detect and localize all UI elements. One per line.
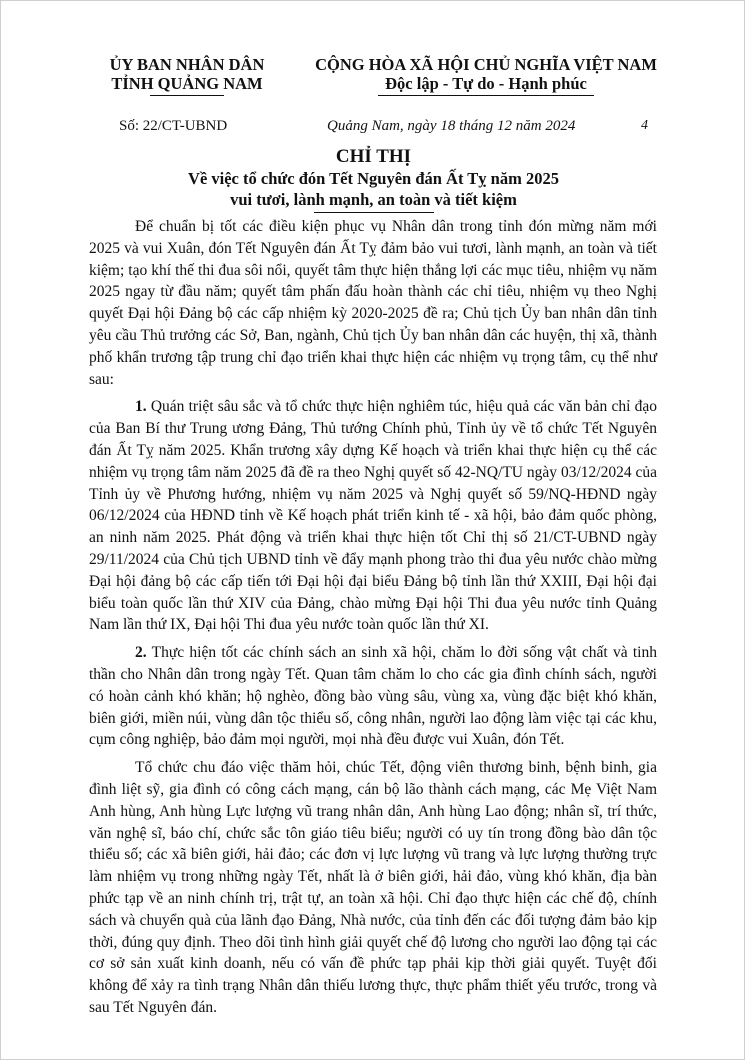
paragraph-item-1 [89,396,657,636]
agency-underline [150,95,224,96]
issuing-agency [97,55,277,96]
item-text-2: Thực hiện tốt các chính sách an sinh xã hội, chăm lo đời sống vật chất và tinh thần cho Nhân dân trong ngày Tết. Quan tâm chăm lo cho các gia đình chính sách, người có hoàn cảnh khó khăn; hộ nghèo, đồng bào vùng sâu, vùng xa, vùng đặc biệt khó khăn, biên giới, miền núi, vùng dân tộc thiểu số, công nhân, người lao động làm việc tại các khu, cụm công nghiệp, bảo đảm mọi người, mọi nhà đều được vui Xuân, đón Tết. [89,644,657,749]
paragraph-intro: Để chuẩn bị tốt các điều kiện phục vụ Nhân dân trong tỉnh đón mừng năm mới 2025 và vui Xuân, đón Tết Nguyên đán Ất Tỵ đảm bảo vui tươi, lành mạnh, an toàn và tiết kiệm; tạo khí thế thi đua sôi nổi, quyết tâm thực hiện thắng lợi các mục tiêu, nhiệm vụ năm 2025 ngay từ đầu năm; quyết tâm phấn đấu hoàn thành các chỉ tiêu, nhiệm vụ theo Nghị quyết Đại hội Đảng bộ các cấp nhiệm kỳ 2020-2025 đề ra; Chủ tịch Ủy ban nhân dân tỉnh yêu cầu Thủ trưởng các Sở, Ban, ngành, Chủ tịch Ủy ban nhân dân các huyện, thị xã, thành phố khẩn trương tập trung chỉ đạo triển khai thực hiện các nhiệm vụ trọng tâm, cụ thể như sau: [89,218,657,388]
motto-underline [378,95,594,96]
document-type: CHỈ THỊ [335,146,412,167]
page-mark: 4 [641,118,648,133]
document-title [1,146,745,213]
paragraph-item-2-continued: Tổ chức chu đáo việc thăm hỏi, chúc Tết, động viên thương binh, bệnh binh, gia đình liệt sỹ, gia đình có công cách mạng, cán bộ lão thành cách mạng, các Mẹ Việt Nam Anh hùng, Anh hùng Lực lượng vũ trang nhân dân, Anh hùng Lao động; nhân sĩ, trí thức, văn nghệ sĩ, báo chí, chức sắc tôn giáo tiêu biểu; người có uy tín trong đồng bào dân tộc thiểu số; các xã biên giới, hải đảo; các đơn vị lực lượng vũ trang và lực lượng thường trực làm nhiệm vụ trong những ngày Tết, nhất là ở biên giới, hải đảo, vùng khó khăn, địa bàn phức tạp về an ninh chính trị, trật tự, an toàn xã hội. Chỉ đạo thực hiện các chế độ, chính sách và chuyển quà của lãnh đạo Đảng, Nhà nước, của tỉnh đến các đối tượng đảm bảo kịp thời, đúng quy định. Theo dõi tình hình giải quyết chế độ lương cho người lao động tại các cơ sở sản xuất kinh doanh, nếu có vấn đề phức tạp phải kịp thời giải quyết. Tuyệt đối không để xảy ra tình trạng Nhân dân thiếu lương thực, thực phẩm thiết yếu trước, trong và sau Tết Nguyên đán. [89,759,657,1016]
title-line-2: vui tươi, lành mạnh, an toàn và tiết kiệm [230,190,517,209]
document-body [89,216,657,1025]
issue-date: Quảng Nam, ngày 18 tháng 12 năm 2024 [327,118,576,134]
paragraph-item-2 [89,642,657,751]
title-line-1: Về việc tổ chức đón Tết Nguyên đán Ất Tỵ năm 2025 [188,169,559,188]
nation-line-1: CỘNG HÒA XÃ HỘI CHỦ NGHĨA VIỆT NAM [315,55,657,74]
national-motto [301,55,671,96]
document-number: Số: 22/CT-UBND [119,118,228,134]
agency-line-1: ỦY BAN NHÂN DÂN [109,55,265,74]
item-text-1: Quán triệt sâu sắc và tổ chức thực hiện nghiêm túc, hiệu quả các văn bản chỉ đạo của Ban Bí thư Trung ương Đảng, Thủ tướng Chính phủ, Tỉnh ủy về tổ chức Tết Nguyên đán Ất Tỵ năm 2025. Khẩn trương xây dựng Kế hoạch và triển khai thực hiện cụ thể các nhiệm vụ trọng tâm năm 2025 đã đề ra theo Nghị quyết số 42-NQ/TU ngày 03/12/2024 của Tỉnh ủy về Phương hướng, nhiệm vụ năm 2025 và Nghị quyết số 59/NQ-HĐND ngày 06/12/2024 của HĐND tỉnh về Kế hoạch phát triển kinh tế - xã hội, bảo đảm quốc phòng, an ninh năm 2025. Phát động và triển khai thực hiện tốt Chỉ thị số 21/CT-UBND ngày 29/11/2024 của Chủ tịch UBND tỉnh về đẩy mạnh phong trào thi đua yêu nước chào mừng Đại hội đảng bộ các cấp tiến tới Đại hội đại biểu Đảng bộ tỉnh lần thứ XXIII, Đại hội đại biểu toàn quốc lần thứ XIV của Đảng, chào mừng Đại hội Thi đua yêu nước tỉnh Quảng Nam lần thứ IX, Đại hội Thi đua yêu nước toàn quốc lần thứ XI. [89,398,657,634]
item-number-1: 1. [135,398,147,416]
title-underline [314,212,434,213]
item-number-2: 2. [135,644,147,662]
agency-line-2: TỈNH QUẢNG NAM [111,74,263,93]
nation-line-2: Độc lập - Tự do - Hạnh phúc [385,74,587,93]
